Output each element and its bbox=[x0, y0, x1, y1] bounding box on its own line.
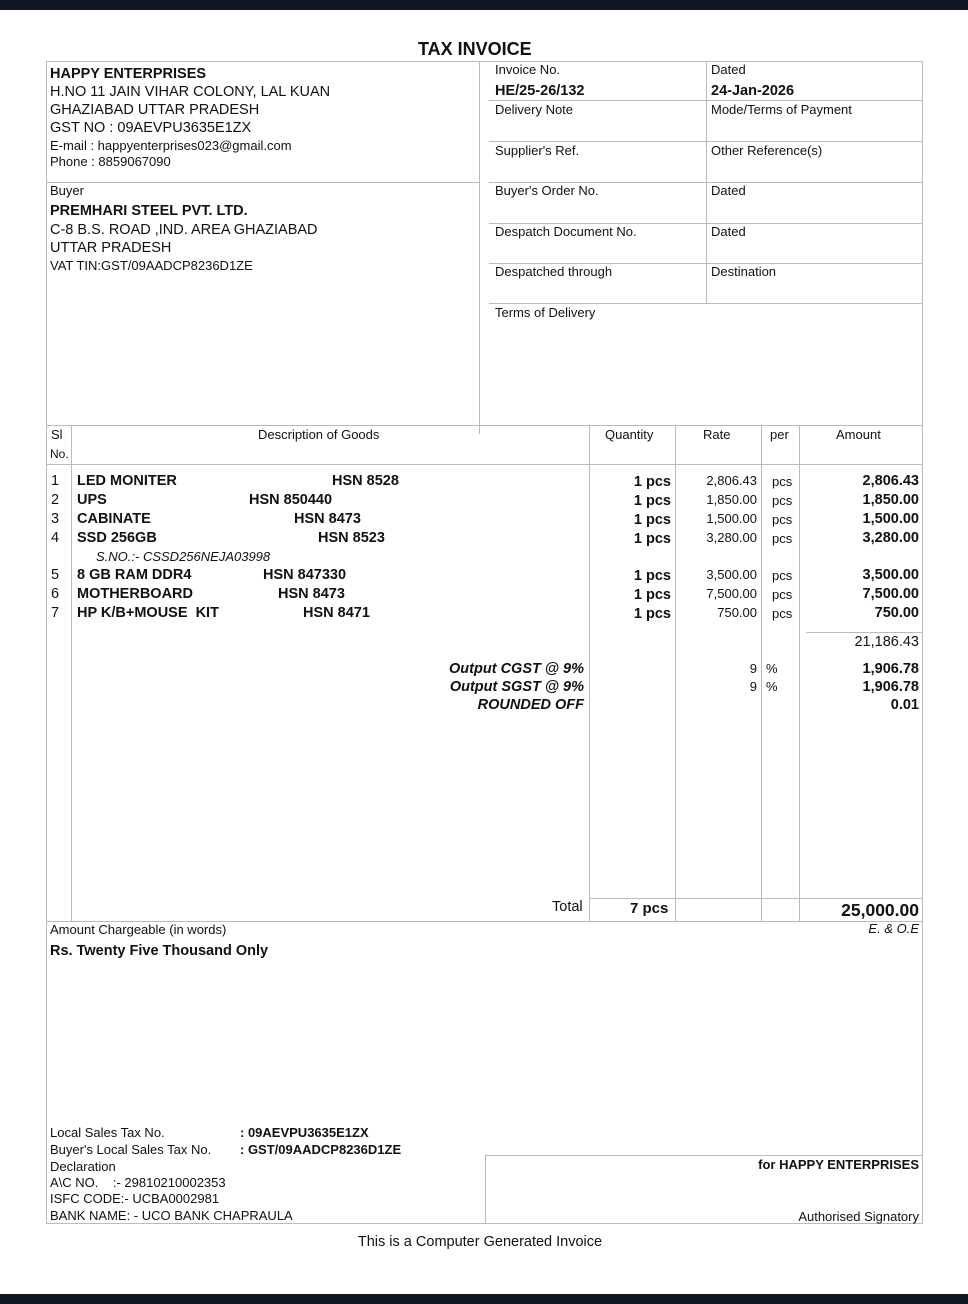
row-serial-note: S.NO.:- CSSD256NEJA03998 bbox=[96, 549, 271, 564]
row-item-name: HP K/B+MOUSE KIT bbox=[77, 605, 219, 621]
declaration-label: Declaration bbox=[50, 1159, 116, 1174]
total-quantity: 7 pcs bbox=[630, 900, 669, 917]
tax-label: Output SGST @ 9% bbox=[449, 679, 584, 695]
dated-label: Dated bbox=[711, 62, 746, 77]
tax-per: % bbox=[766, 679, 778, 694]
row-sl: 2 bbox=[51, 492, 60, 508]
row-hsn: HSN 847330 bbox=[263, 567, 347, 583]
amount-words-value: Rs. Twenty Five Thousand Only bbox=[50, 943, 269, 959]
row-qty: 1 pcs bbox=[633, 587, 671, 603]
buyer-address2: UTTAR PRADESH bbox=[50, 240, 172, 256]
tax-label: Output CGST @ 9% bbox=[449, 661, 584, 677]
row-amount: 3,500.00 bbox=[862, 567, 919, 583]
row-sl: 4 bbox=[51, 530, 60, 546]
delivery-note-label: Delivery Note bbox=[495, 102, 574, 117]
seller-address1: H.NO 11 JAIN VIHAR COLONY, LAL KUAN bbox=[50, 84, 331, 100]
row-per: pcs bbox=[772, 568, 793, 583]
row-qty: 1 pcs bbox=[633, 606, 671, 622]
row-sl: 6 bbox=[51, 586, 60, 602]
header-sl: Sl bbox=[51, 427, 63, 442]
seller-gst: GST NO : 09AEVPU3635E1ZX bbox=[50, 120, 252, 136]
tax-rate: 9 bbox=[749, 661, 757, 676]
row-rate: 750.00 bbox=[717, 605, 757, 620]
row-amount: 1,500.00 bbox=[862, 511, 919, 527]
row-rate: 2,806.43 bbox=[706, 473, 757, 488]
row-rate: 1,850.00 bbox=[706, 492, 757, 507]
row-amount: 7,500.00 bbox=[862, 586, 919, 602]
authorised-signatory: Authorised Signatory bbox=[798, 1209, 919, 1224]
row-hsn: HSN 8471 bbox=[303, 605, 370, 621]
row-item-name: CABINATE bbox=[77, 511, 151, 527]
seller-name: HAPPY ENTERPRISES bbox=[50, 66, 207, 82]
header-description: Description of Goods bbox=[258, 427, 380, 442]
buyer-label: Buyer bbox=[50, 183, 84, 198]
row-item-name: UPS bbox=[77, 492, 107, 508]
row-qty: 1 pcs bbox=[633, 474, 671, 490]
row-per: pcs bbox=[772, 587, 793, 602]
ifsc-code: ISFC CODE:- UCBA0002981 bbox=[50, 1191, 220, 1206]
row-per: pcs bbox=[772, 606, 793, 621]
tax-amount: 1,906.78 bbox=[862, 661, 919, 677]
buyer-vat: VAT TIN:GST/09AADCP8236D1ZE bbox=[50, 258, 253, 273]
amount-words-label: Amount Chargeable (in words) bbox=[50, 922, 227, 937]
computer-generated-note: This is a Computer Generated Invoice bbox=[357, 1234, 603, 1250]
row-amount: 1,850.00 bbox=[862, 492, 919, 508]
local-tax-label: Local Sales Tax No. bbox=[50, 1125, 165, 1140]
total-label: Total bbox=[552, 899, 583, 915]
tax-per: % bbox=[766, 661, 778, 676]
header-amount: Amount bbox=[836, 427, 881, 442]
row-amount: 3,280.00 bbox=[862, 530, 919, 546]
buyer-name: PREMHARI STEEL PVT. LTD. bbox=[50, 203, 248, 219]
row-rate: 7,500.00 bbox=[706, 586, 757, 601]
eoe-note: E. & O.E bbox=[868, 921, 919, 936]
despatched-through-label: Despatched through bbox=[495, 264, 613, 279]
tax-rate: 9 bbox=[749, 679, 757, 694]
row-amount: 750.00 bbox=[874, 605, 919, 621]
buyers-order-label: Buyer's Order No. bbox=[495, 183, 599, 198]
account-number: A\C NO. :- 29810210002353 bbox=[50, 1175, 226, 1190]
seller-phone: Phone : 8859067090 bbox=[50, 154, 171, 169]
invoice-date: 24-Jan-2026 bbox=[711, 83, 795, 99]
row-rate: 1,500.00 bbox=[706, 511, 757, 526]
seller-address2: GHAZIABAD UTTAR PRADESH bbox=[50, 102, 260, 118]
row-rate: 3,500.00 bbox=[706, 567, 757, 582]
row-item-name: MOTHERBOARD bbox=[77, 586, 193, 602]
row-hsn: HSN 8523 bbox=[318, 530, 385, 546]
rounded-off-label: ROUNDED OFF bbox=[477, 697, 584, 713]
total-amount: 25,000.00 bbox=[841, 900, 919, 920]
row-hsn: HSN 8473 bbox=[278, 586, 345, 602]
row-sl: 1 bbox=[51, 473, 60, 489]
row-qty: 1 pcs bbox=[633, 531, 671, 547]
row-amount: 2,806.43 bbox=[862, 473, 919, 489]
row-rate: 3,280.00 bbox=[706, 530, 757, 545]
row-per: pcs bbox=[772, 512, 793, 527]
subtotal-amount: 21,186.43 bbox=[854, 634, 919, 650]
tax-amount: 1,906.78 bbox=[862, 679, 919, 695]
row-hsn: HSN 8528 bbox=[332, 473, 399, 489]
header-per: per bbox=[770, 427, 789, 442]
despatch-dated-label: Dated bbox=[711, 224, 746, 239]
destination-label: Destination bbox=[711, 264, 777, 279]
row-per: pcs bbox=[772, 493, 793, 508]
buyer-address1: C-8 B.S. ROAD ,IND. AREA GHAZIABAD bbox=[50, 222, 318, 238]
suppliers-ref-label: Supplier's Ref. bbox=[495, 143, 580, 158]
row-sl: 3 bbox=[51, 511, 60, 527]
invoice-no: HE/25-26/132 bbox=[495, 83, 585, 99]
row-item-name: 8 GB RAM DDR4 bbox=[77, 567, 192, 583]
row-item-name: LED MONITER bbox=[77, 473, 177, 489]
row-qty: 1 pcs bbox=[633, 512, 671, 528]
order-dated-label: Dated bbox=[711, 183, 746, 198]
row-sl: 7 bbox=[51, 605, 60, 621]
local-tax-value: : 09AEVPU3635E1ZX bbox=[240, 1125, 369, 1140]
bank-name: BANK NAME: - UCO BANK CHAPRAULA bbox=[50, 1208, 293, 1223]
terms-delivery-label: Terms of Delivery bbox=[495, 305, 596, 320]
row-qty: 1 pcs bbox=[633, 493, 671, 509]
row-sl: 5 bbox=[51, 567, 60, 583]
row-hsn: HSN 850440 bbox=[249, 492, 333, 508]
despatch-doc-label: Despatch Document No. bbox=[495, 224, 637, 239]
buyer-tax-label: Buyer's Local Sales Tax No. bbox=[50, 1142, 212, 1157]
seller-email: E-mail : happyenterprises023@gmail.com bbox=[50, 138, 292, 153]
invoice-page bbox=[0, 10, 968, 1294]
buyer-tax-value: : GST/09AADCP8236D1ZE bbox=[240, 1142, 402, 1157]
rounded-off-amount: 0.01 bbox=[890, 697, 919, 713]
header-no: No. bbox=[50, 447, 69, 461]
for-company: for HAPPY ENTERPRISES bbox=[758, 1157, 919, 1172]
invoice-no-label: Invoice No. bbox=[495, 62, 561, 77]
row-qty: 1 pcs bbox=[633, 568, 671, 584]
invoice-title: TAX INVOICE bbox=[418, 39, 532, 59]
mode-terms-label: Mode/Terms of Payment bbox=[711, 102, 852, 117]
other-ref-label: Other Reference(s) bbox=[711, 143, 823, 158]
header-rate: Rate bbox=[703, 427, 731, 442]
header-quantity: Quantity bbox=[605, 427, 654, 442]
row-item-name: SSD 256GB bbox=[77, 530, 157, 546]
row-hsn: HSN 8473 bbox=[294, 511, 361, 527]
row-per: pcs bbox=[772, 531, 793, 546]
row-per: pcs bbox=[772, 474, 793, 489]
